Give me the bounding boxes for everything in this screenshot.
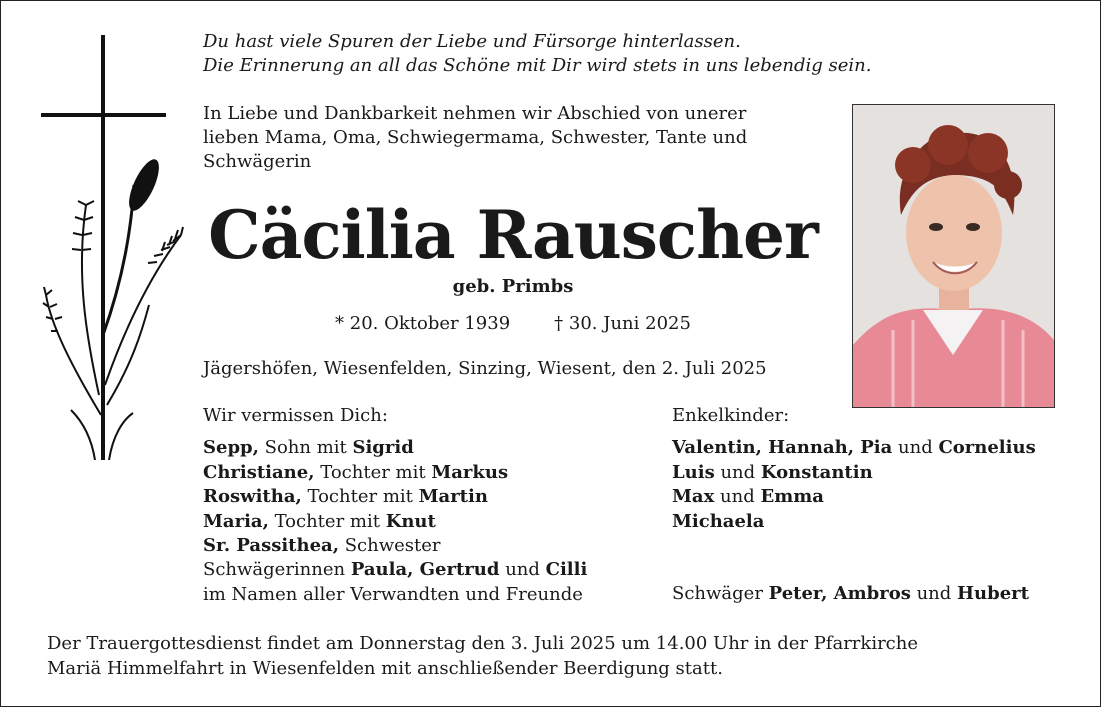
conjunction: und (910, 583, 958, 605)
mourner-relation: Tochter mit (314, 461, 432, 483)
grandchild-name: Emma (760, 486, 824, 508)
mourner-partner: Sigrid (352, 437, 414, 459)
mourner-name: Christiane, (203, 461, 315, 483)
death-date: † 30. Juni 2025 (554, 313, 691, 334)
mourners-closing: im Namen aller Verwandten und Freunde (203, 583, 583, 605)
mourners-list (203, 404, 587, 607)
sisters-in-law-last: Cilli (545, 559, 588, 581)
brothers-in-law-row (672, 582, 1036, 606)
portrait-illustration (853, 105, 1054, 407)
conjunction: und (714, 486, 761, 508)
place-and-date: Jägershöfen, Wiesenfelden, Sinzing, Wiesent, den 2. Juli 2025 (203, 358, 767, 379)
grandchild-name: Michaela (672, 510, 765, 532)
sister-name: Sr. Passithea, (203, 535, 339, 557)
service-line: Der Trauergottesdienst findet am Donnerstag den 3. Juli 2025 um 14.00 Uhr in der Pfarrkirche (47, 633, 919, 654)
birth-date: * 20. Oktober 1939 (335, 313, 511, 334)
grandchild-name: Luis (672, 461, 715, 483)
grandchildren-row (672, 436, 1036, 460)
intro-text (203, 102, 833, 174)
intro-line: Schwägerin (203, 151, 312, 172)
mourner-row (203, 461, 587, 485)
grandchildren-row (672, 485, 1036, 509)
deceased-name: Cäcilia Rauscher (208, 196, 818, 274)
conjunction: und (499, 559, 546, 581)
brothers-in-law-names: Peter, Ambros (768, 583, 911, 605)
grandchild-name: Max (672, 486, 715, 508)
mourner-name: Maria, (203, 510, 269, 532)
grandchild-name: Konstantin (760, 461, 873, 483)
mourner-row (203, 558, 587, 582)
intro-line: In Liebe und Dankbarkeit nehmen wir Abschied von unerer (203, 103, 747, 124)
life-dates (203, 312, 823, 336)
mourner-partner: Knut (385, 510, 436, 532)
conjunction: und (714, 461, 761, 483)
grandchildren-row (672, 510, 1036, 534)
mourner-partner: Martin (418, 486, 488, 508)
sister-relation: Schwester (338, 535, 441, 557)
portrait-photo (852, 104, 1055, 408)
mourner-row (203, 436, 587, 460)
mourner-partner: Markus (431, 461, 509, 483)
intro-line: lieben Mama, Oma, Schwiegermama, Schwester, Tante und (203, 127, 748, 148)
grandchild-name: Cornelius (938, 437, 1036, 459)
funeral-service-info (47, 631, 1067, 681)
sisters-in-law-names: Paula, Gertrud (350, 559, 500, 581)
mourner-name: Roswitha, (203, 486, 302, 508)
maiden-name: geb. Primbs (452, 276, 574, 297)
memorial-quote (203, 30, 871, 78)
mourner-relation: Sohn mit (258, 437, 353, 459)
mourner-name: Sepp, (203, 437, 259, 459)
mourner-relation: Tochter mit (268, 510, 386, 532)
mourner-row (203, 534, 587, 558)
mourner-relation: Tochter mit (301, 486, 419, 508)
mourner-row (203, 485, 587, 509)
grandchildren-list (672, 404, 1036, 606)
grandchildren-row (672, 461, 1036, 485)
mourners-heading: Wir vermissen Dich: (203, 405, 388, 426)
service-line: Mariä Himmelfahrt in Wiesenfelden mit anschließender Beerdigung statt. (47, 658, 723, 679)
quote-line: Du hast viele Spuren der Liebe und Fürsorge hinterlassen. (203, 31, 741, 52)
brothers-in-law-last: Hubert (957, 583, 1029, 605)
sisters-in-law-prefix: Schwägerinnen (203, 559, 351, 581)
cross-with-grass-icon (31, 35, 191, 460)
spacer (672, 534, 1036, 582)
quote-line: Die Erinnerung an all das Schöne mit Dir wird stets in uns lebendig sein. (203, 55, 872, 76)
grandchildren-heading: Enkelkinder: (672, 405, 790, 426)
mourner-row (203, 510, 587, 534)
conjunction: und (892, 437, 939, 459)
brothers-in-law-prefix: Schwäger (672, 583, 769, 605)
grandchild-names: Valentin, Hannah, Pia (672, 437, 893, 459)
